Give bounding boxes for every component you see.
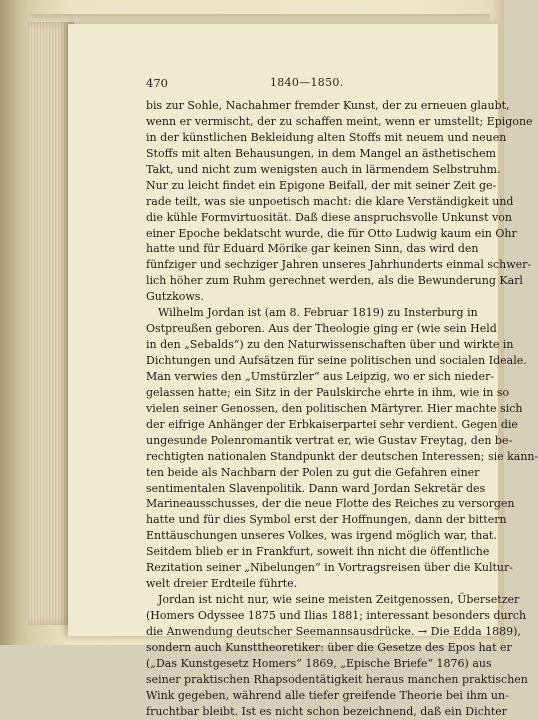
text-line: Enttäuschungen unseres Volkes, was irgend möglich war, that. — [146, 529, 497, 543]
text-line: rade teilt, was sie unpoetisch macht: die klare Verständigkeit und — [146, 194, 514, 208]
text-line: Seitdem blieb er in Frankfurt, soweit ihn nicht die öffentliche — [146, 545, 490, 559]
text-line: vielen seiner Genossen, den politischen Märtyrer. Hier machte sich — [146, 401, 523, 415]
text-line: in der künstlichen Bekleidung alten Stoffs mit neuem und neuen — [146, 130, 507, 144]
text-line: gelassen hatte; ein Sitz in der Paulskirche ehrte in ihm, wie in so — [146, 385, 510, 399]
text-line: Rezitation seiner „Nibelungen“ in Vortragsreisen über die Kultur- — [146, 561, 513, 575]
text-line: einer Epoche beklatscht wurde, die für Otto Ludwig kaum ein Ohr — [146, 226, 517, 240]
text-line: sentimentalen Slavenpolitik. Dann ward Jordan Sekretär des — [146, 481, 486, 495]
text-line: Jordan ist nicht nur, wie seine meisten Zeitgenossen, Übersetzer — [158, 593, 520, 607]
text-line: fruchtbar bleibt. Ist es nicht schon bezeichnend, daß ein Dichter — [146, 704, 508, 718]
text-line: die Anwendung deutscher Seemannsausdrücke. → Die Edda 1889), — [146, 624, 521, 638]
text-line: ungesunde Polenromantik vertrat er, wie Gustav Freytag, den be- — [146, 433, 513, 447]
text-line: sondern auch Kunsttheoretiker: über die Gesetze des Epos hat er — [146, 640, 512, 654]
text-line: ten beide als Nachbarn der Polen zu gut die Gefahren einer — [146, 465, 480, 479]
text-line: Man verwies den „Umstürzler“ aus Leipzig, wo er sich nieder- — [146, 369, 494, 383]
text-line: Stoffs mit alten Behausungen, in dem Mangel an ästhetischem — [146, 146, 496, 160]
text-line: Takt, und nicht zum wenigsten auch in lärmendem Selbstruhm. — [146, 162, 501, 176]
text-line: bis zur Sohle, Nachahmer fremder Kunst, der zu erneuen glaubt, — [146, 99, 510, 112]
page-header — [68, 76, 498, 92]
text-line: (Homers Odyssee 1875 und Ilias 1881; interessant besonders durch — [146, 609, 527, 622]
running-head: 1840—1850. — [270, 76, 344, 89]
text-line: die kühle Formvirtuosität. Daß diese anspruchsvolle Unkunst von — [146, 210, 512, 224]
text-line: der eifrige Anhänger der Erbkaiserpartei sehr verdient. Gegen die — [146, 417, 518, 431]
text-line: Ostpreußen geboren. Aus der Theologie ging er (wie sein Held — [146, 322, 497, 336]
page-number: 470 — [146, 76, 168, 90]
text-line: Marineausschusses, der die neue Flotte des Reiches zu versorgen — [146, 497, 515, 511]
body-text — [146, 98, 538, 720]
text-line: in den „Sebalds“) zu den Naturwissenschaften über und wirkte in — [146, 338, 514, 352]
text-line: hatte und für Eduard Mörike gar keinen Sinn, das wird den — [146, 242, 479, 256]
text-line: Dichtungen und Aufsätzen für seine politischen und socialen Ideale. — [146, 354, 527, 367]
text-line: hatte und für dies Symbol erst der Hoffnungen, dann der bittern — [146, 513, 507, 527]
text-line: wenn er vermischt, der zu schaffen meint, wenn er umstellt; Epigone — [146, 114, 533, 128]
book-page — [68, 24, 538, 718]
text-line: rechtigten nationalen Standpunkt der deutschen Interessen; sie kann- — [146, 449, 538, 463]
text-line: fünfziger und sechziger Jahren unseres Jahrhunderts einmal schwer- — [146, 258, 532, 272]
text-line: Wink gegeben, während alle tiefer greifende Theorie bei ihm un- — [146, 688, 509, 702]
text-line: („Das Kunstgesetz Homers“ 1869, „Epische Briefe“ 1876) aus — [146, 656, 492, 670]
text-line: lich höher zum Ruhm gerechnet werden, als die Bewunderung Karl — [146, 274, 523, 288]
text-line: seiner praktischen Rhapsodentätigkeit heraus manchen praktischen — [146, 672, 528, 686]
text-line: Nur zu leicht findet ein Epigone Beifall, der mit seiner Zeit ge- — [146, 178, 497, 192]
text-line: welt dreier Erdteile führte. — [146, 577, 298, 591]
text-line: Wilhelm Jordan ist (am 8. Februar 1819) zu Insterburg in — [158, 306, 478, 320]
text-line: Gutzkows. — [146, 290, 204, 304]
